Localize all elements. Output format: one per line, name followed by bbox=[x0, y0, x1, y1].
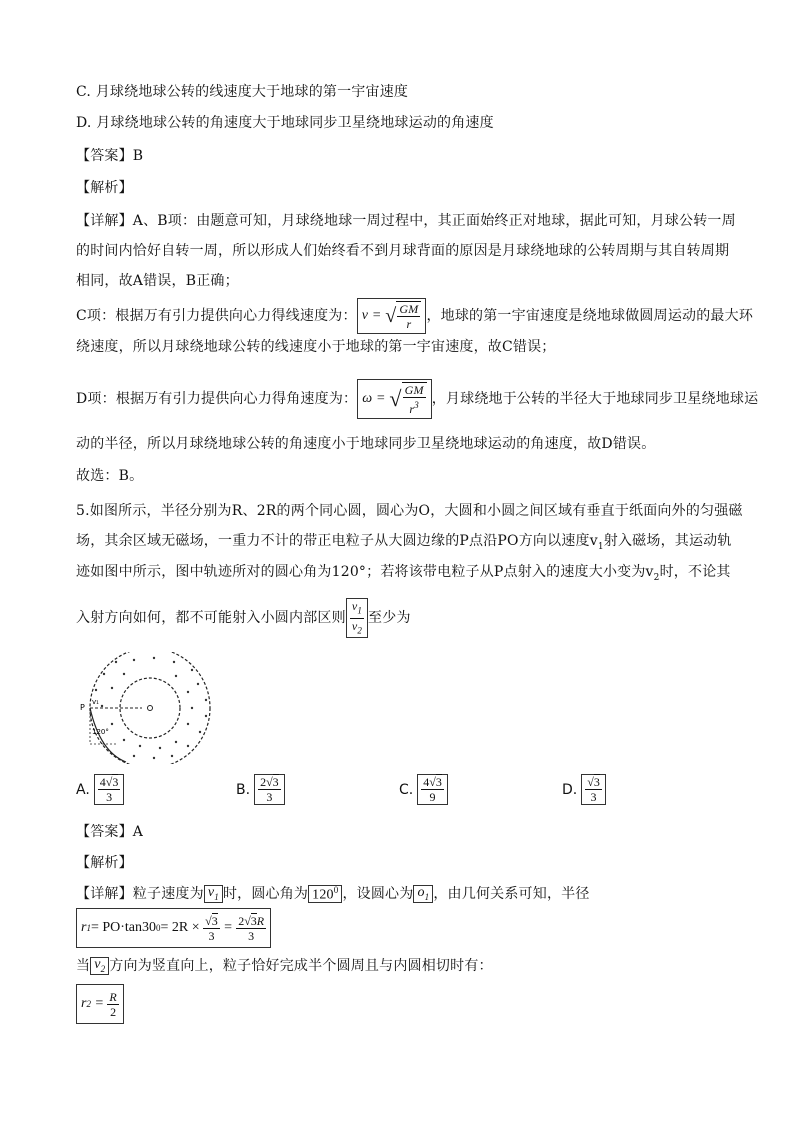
option-a[interactable]: A. $\frac{4√3}{3}$ bbox=[76, 774, 124, 805]
answer-label: 【答案】B bbox=[76, 148, 144, 164]
formula-lhs: ω = bbox=[362, 391, 386, 406]
d-item-text: D项：根据万有引力提供向心力得角速度为： bbox=[76, 391, 358, 407]
d-item-line bbox=[76, 377, 758, 421]
option-d-fraction: $\frac{√3}{3}$ bbox=[581, 774, 606, 805]
question-5-line: 5.如图所示，半径分别为R、2R的两个同心圆，圆心为O，大圆和小圆之间区域有垂直于纸面向外的匀强磁 bbox=[76, 503, 743, 519]
d-item-continued: 动的半径，所以月球绕地球公转的角速度小于地球同步卫星绕地球运动的角速度，故D错误。 bbox=[76, 436, 656, 452]
option-d-line: D. 月球绕地球公转的角速度大于地球同步卫星绕地球运动的角速度 bbox=[76, 115, 494, 131]
analysis-label: 【解析】 bbox=[76, 180, 133, 196]
concentric-circles-figure bbox=[76, 652, 236, 764]
sqrt-expression: √ $\frac{GM}{r}$ bbox=[385, 301, 421, 331]
option-c-line: C. 月球绕地球公转的线速度大于地球的第一宇宙速度 bbox=[76, 84, 409, 100]
angle-box: $120^0$ bbox=[308, 885, 342, 904]
c-item-text-after: ，地球的第一宇宙速度是绕地球做圆周运动的最大环 bbox=[426, 308, 754, 324]
option-b[interactable]: B. $\frac{2√3}{3}$ bbox=[236, 774, 285, 805]
v2-box: $v_2$ bbox=[90, 957, 109, 975]
question-5-line: 迹如图中所示，图中轨迹所对的圆心角为120°；若将该带电粒子从P点射入的速度大小变为$v_2$时，不论其 bbox=[76, 564, 731, 583]
option-c[interactable]: C. $\frac{4√3}{9}$ bbox=[399, 774, 448, 805]
detail-paragraph-line: 相同，故A错误，B正确； bbox=[76, 273, 239, 289]
r1-formula: r 1 = PO·tan30 0 = 2R × $\frac{√3}{3}$ = $\frac{2√3R}{3}$ bbox=[76, 908, 271, 948]
v1-over-v2-box: $\frac{v_1}{v_2}$ bbox=[346, 598, 368, 638]
detail-2-line: 【详解】粒子速度为 $v_1$ 时，圆心角为 $120^0$ ，设圆心为 $o_1$ ，由几何关系可知，半径 bbox=[76, 884, 590, 903]
sqrt-expression: √ $\frac{GM}{r^3}$ bbox=[389, 382, 426, 416]
c-item-line bbox=[76, 296, 753, 336]
d-item-text-after: ，月球绕地于公转的半径大于地球同步卫星绕地球运 bbox=[431, 391, 759, 407]
detail-paragraph-line: 【详解】A、B项：由题意可知，月球绕地球一周过程中，其正面始终正对地球，据此可知，月球公转一周 bbox=[76, 213, 736, 229]
numerator: GM bbox=[399, 302, 419, 316]
question-5-line: 场，其余区域无磁场，一重力不计的带正电粒子从大圆边缘的P点沿PO方向以速度$v_1$射入磁场，其运动轨 bbox=[76, 533, 732, 552]
option-a-fraction: $\frac{4√3}{3}$ bbox=[94, 774, 125, 805]
angular-velocity-formula bbox=[357, 379, 431, 419]
answer-options bbox=[76, 774, 636, 814]
question-5-line: 入射方向如何，都不可能射入小圆内部区则 $\frac{v_1}{v_2}$ 至少为 bbox=[76, 598, 411, 638]
option-d[interactable]: D. $\frac{√3}{3}$ bbox=[562, 774, 606, 805]
o1-box: $o_1$ bbox=[413, 885, 433, 903]
label-p: P bbox=[80, 703, 85, 712]
r2-formula: r 2 = $\frac{R}{2}$ bbox=[76, 984, 124, 1024]
denominator: $r^3$ bbox=[409, 400, 419, 416]
formula-lhs: v = bbox=[361, 308, 382, 323]
c-item-text: C项：根据万有引力提供向心力得线速度为： bbox=[76, 308, 357, 324]
denominator: r bbox=[406, 317, 412, 331]
label-angle: 120° bbox=[92, 728, 109, 736]
label-v1: v₁ bbox=[92, 698, 99, 706]
detail-2-line-b: 当 $v_2$ 方向为竖直向上，粒子恰好完成半个圆周且与内圆相切时有： bbox=[76, 957, 493, 974]
numerator: GM bbox=[404, 383, 424, 397]
v1-box: $v_1$ bbox=[204, 885, 223, 903]
c-item-continued: 绕速度，所以月球绕地球公转的线速度小于地球的第一宇宙速度，故C错误； bbox=[76, 339, 556, 355]
option-b-fraction: $\frac{2√3}{3}$ bbox=[254, 774, 285, 805]
detail-paragraph-line: 的时间内恰好自转一周，所以形成人们始终看不到月球背面的原因是月球绕地球的公转周期与其自转周期 bbox=[76, 243, 730, 259]
velocity-formula bbox=[357, 298, 427, 334]
answer-label-2: 【答案】A bbox=[76, 824, 144, 840]
option-c-fraction: $\frac{4√3}{9}$ bbox=[417, 774, 448, 805]
choose-line: 故选：B。 bbox=[76, 468, 144, 484]
analysis-label-2: 【解析】 bbox=[76, 855, 133, 871]
